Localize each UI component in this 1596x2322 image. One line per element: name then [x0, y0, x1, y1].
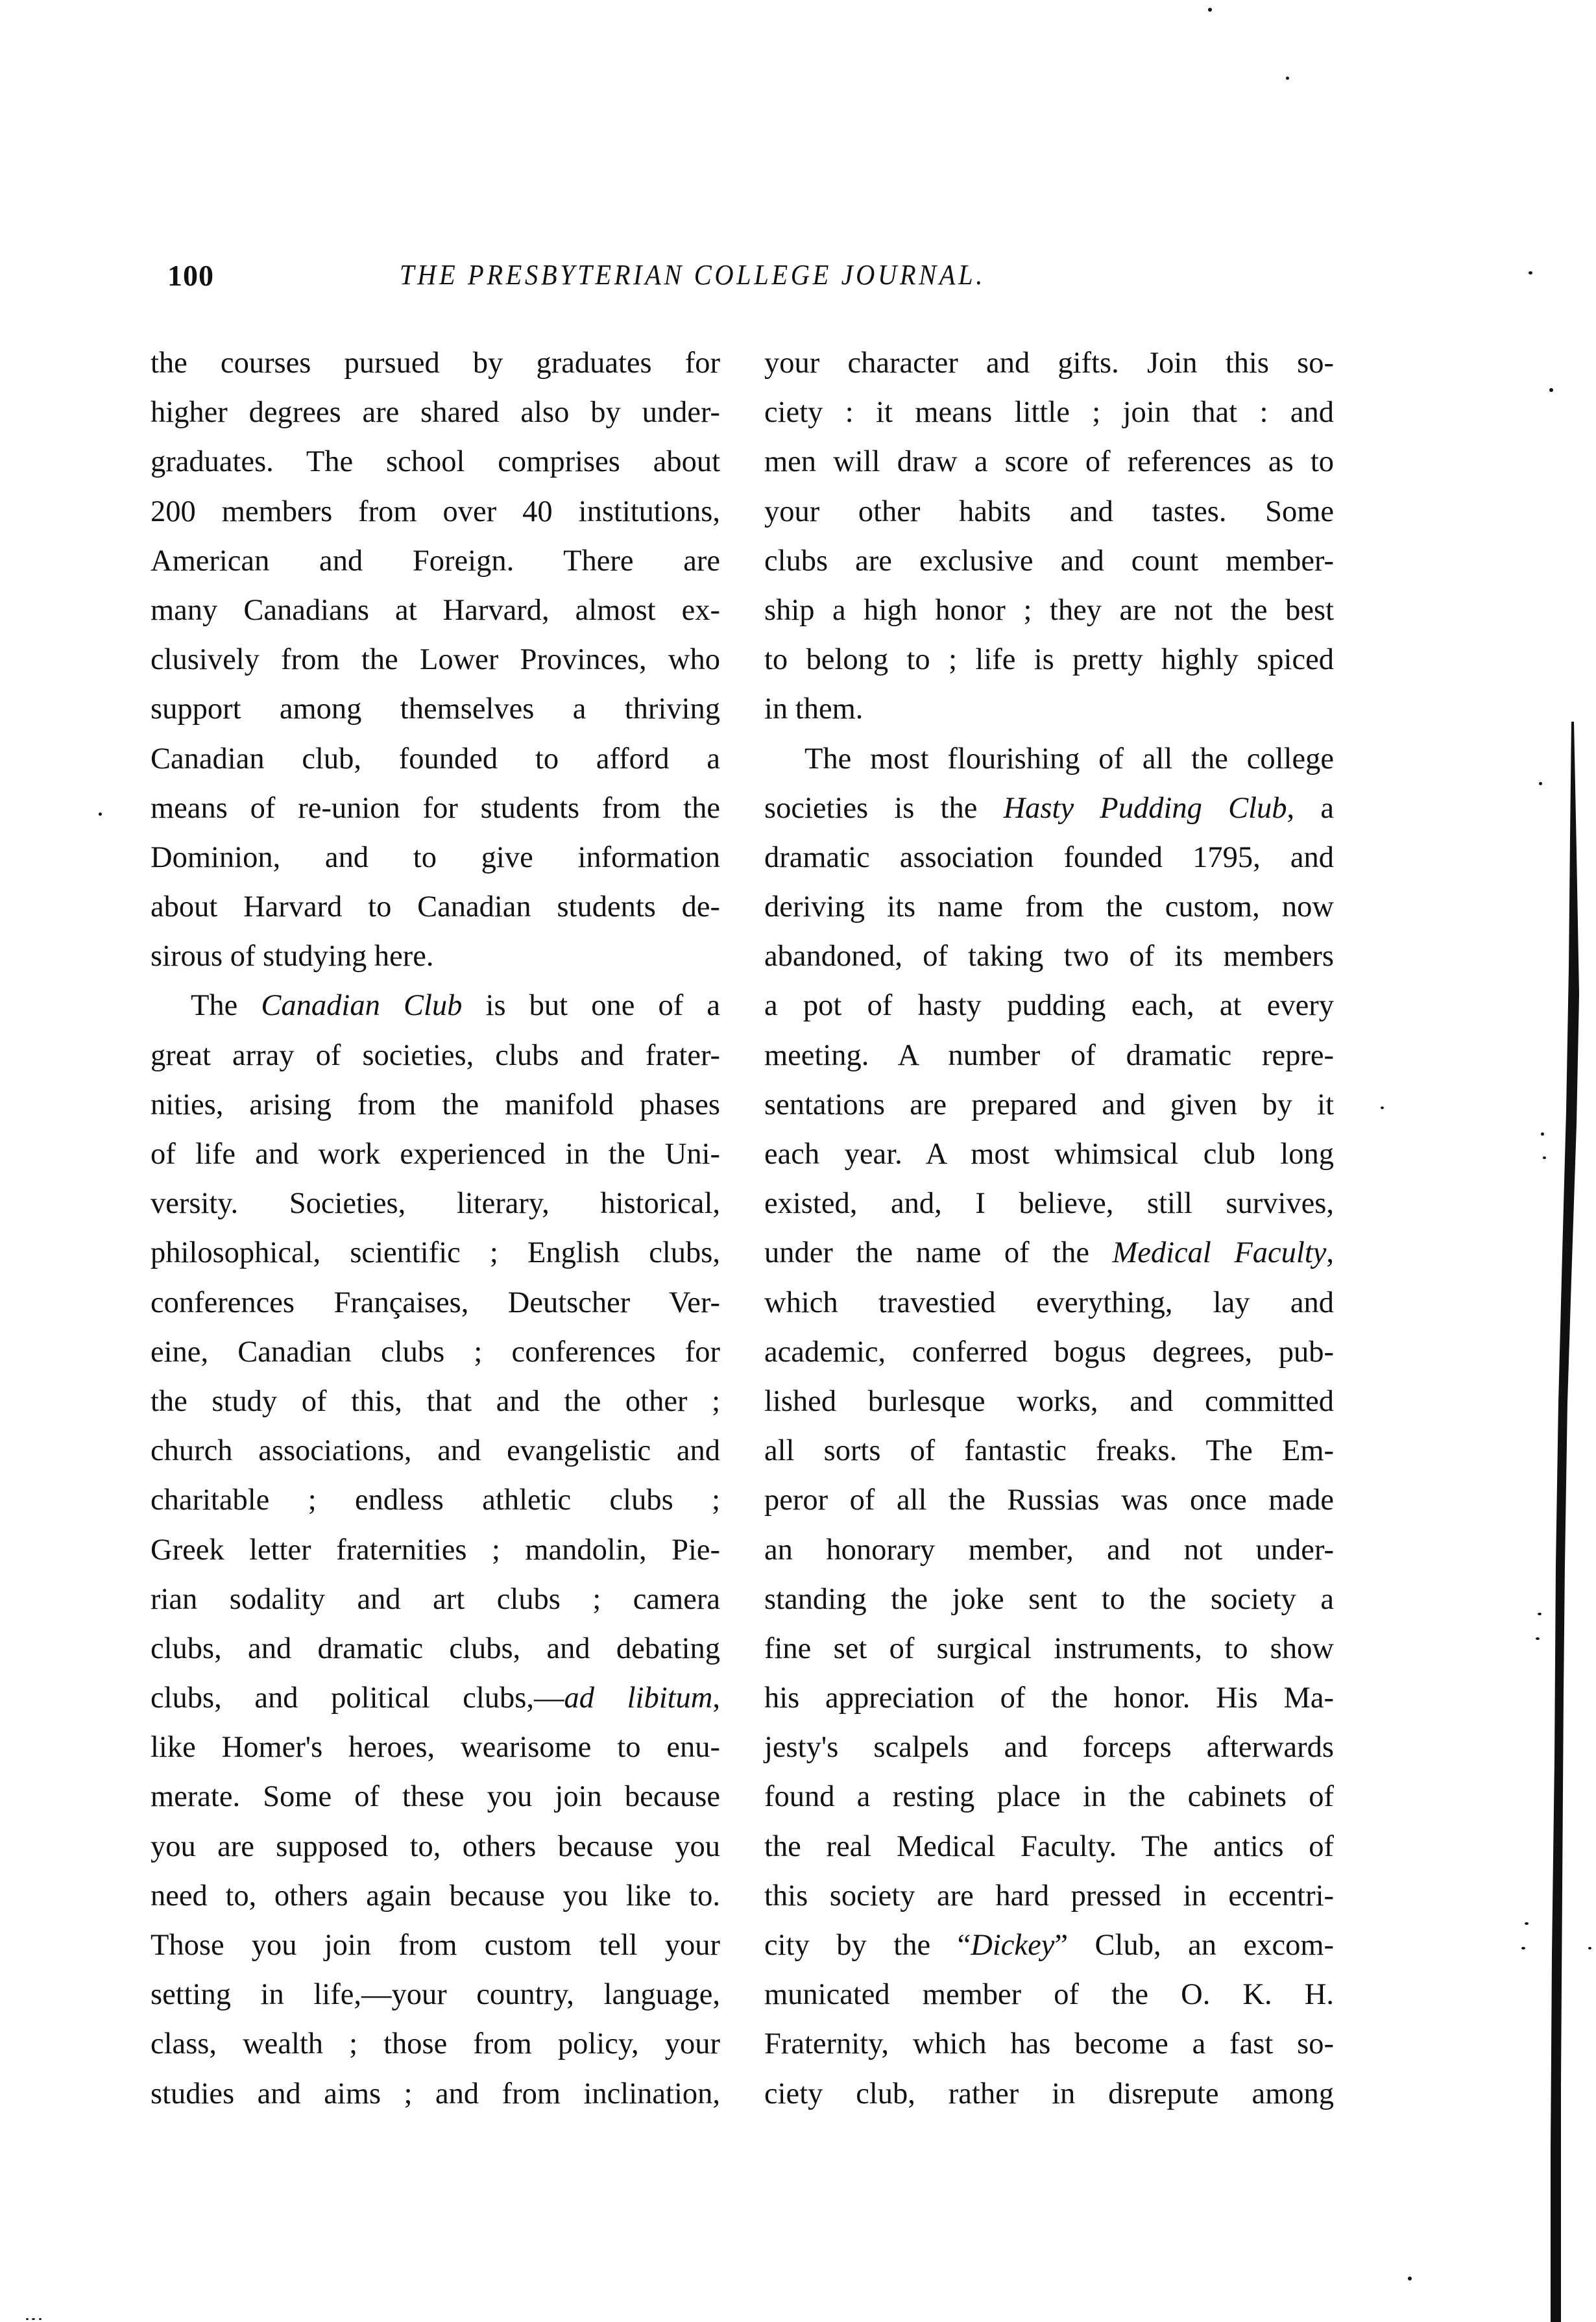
text-line: [151, 1674, 720, 1723]
text-line: [151, 1772, 720, 1822]
left-column: [151, 339, 720, 2119]
text-line: [764, 1130, 1334, 1179]
running-head: [167, 258, 1335, 297]
text-line: [151, 1723, 720, 1772]
text-line: [764, 537, 1334, 586]
scan-speck: [32, 2318, 35, 2320]
italic-title-text: Medical Faculty: [1112, 1236, 1327, 1270]
text-line: [151, 883, 720, 932]
text-segment: clubs, and political clubs,—: [151, 1681, 564, 1715]
text-line: [764, 981, 1334, 1031]
text-line: [151, 1130, 720, 1179]
text-segment: ” Club, an excom-: [1054, 1929, 1334, 1962]
text-line: [151, 2020, 720, 2069]
text-line: [151, 635, 720, 685]
text-segment: meeting. A number of dramatic repre-: [764, 1038, 1334, 1072]
text-segment: ,: [712, 1681, 720, 1715]
text-line: [764, 1328, 1334, 1377]
scan-speck: [99, 813, 102, 816]
text-segment: philosophical, scientific ; English clubs,: [151, 1236, 720, 1270]
text-line: [151, 833, 720, 883]
text-segment: merate. Some of these you join because: [151, 1780, 720, 1814]
text-line: [151, 1526, 720, 1575]
text-segment: graduates. The school comprises about: [151, 445, 720, 479]
text-segment: means of re-union for students from the: [151, 791, 720, 825]
text-line: [151, 1328, 720, 1377]
text-segment: The most flourishing of all the college: [804, 742, 1334, 776]
scan-speck: [1539, 782, 1542, 785]
text-segment: clusively from the Lower Provinces, who: [151, 643, 720, 677]
text-line: [151, 586, 720, 635]
text-line: [151, 1377, 720, 1426]
right-column: [764, 339, 1334, 2119]
text-segment: ,: [1326, 1236, 1335, 1270]
text-segment: is but one of a: [462, 989, 720, 1023]
text-line: [151, 1822, 720, 1872]
text-line: [764, 388, 1334, 437]
text-segment: dramatic association founded 1795, and: [764, 840, 1334, 874]
text-segment: of life and work experienced in the Uni-: [151, 1138, 720, 1171]
text-line: [764, 1772, 1334, 1822]
text-segment: like Homer's heroes, wearisome to enu-: [151, 1731, 720, 1765]
text-line: [764, 1228, 1334, 1278]
text-line: [151, 1872, 720, 1921]
text-line: [151, 1624, 720, 1674]
text-segment: existed, and, I believe, still survives,: [764, 1187, 1334, 1221]
text-segment: all sorts of fantastic freaks. The Em-: [764, 1434, 1334, 1468]
text-segment: versity. Societies, literary, historical,: [151, 1187, 720, 1221]
italic-title-text: Canadian Club: [261, 989, 463, 1023]
text-line: [151, 1575, 720, 1624]
text-line: [151, 685, 720, 734]
text-line: [764, 883, 1334, 932]
text-segment: rian sodality and art clubs ; camera: [151, 1582, 720, 1616]
text-line: [764, 1179, 1334, 1228]
text-segment: class, wealth ; those from policy, your: [151, 2027, 720, 2061]
text-segment: about Harvard to Canadian students de-: [151, 890, 720, 924]
text-segment: deriving its name from the custom, now: [764, 890, 1334, 924]
text-line: [151, 735, 720, 784]
text-segment: which travestied everything, lay and: [764, 1286, 1334, 1319]
text-line: [151, 1278, 720, 1328]
text-segment: the study of this, that and the other ;: [151, 1384, 720, 1418]
text-line: [151, 2070, 720, 2119]
text-line: [764, 1872, 1334, 1921]
text-segment: fine set of surgical instruments, to show: [764, 1632, 1334, 1665]
text-line: [764, 437, 1334, 487]
text-segment: ciety : it means little ; join that : and: [764, 396, 1334, 430]
text-line: [764, 339, 1334, 388]
text-segment: a pot of hasty pudding each, at every: [764, 989, 1334, 1023]
scan-speck: [1543, 1156, 1546, 1159]
text-segment: an honorary member, and not under-: [764, 1533, 1334, 1567]
text-line: [151, 1031, 720, 1081]
text-line: [151, 1476, 720, 1525]
text-segment: men will draw a score of references as to: [764, 445, 1334, 479]
text-line: [764, 635, 1334, 685]
text-line: [764, 586, 1334, 635]
text-segment: each year. A most whimsical club long: [764, 1138, 1334, 1171]
scan-speck: [1286, 77, 1289, 80]
text-segment: charitable ; endless athletic clubs ;: [151, 1484, 720, 1517]
text-segment: municated member of the O. K. H.: [764, 1978, 1334, 2012]
scan-speck: [1525, 1922, 1529, 1925]
text-line: [764, 1822, 1334, 1872]
text-segment: academic, conferred bogus degrees, pub-: [764, 1335, 1334, 1369]
text-line: [764, 1624, 1334, 1674]
text-line: [151, 437, 720, 487]
scan-speck: [1529, 271, 1532, 275]
text-segment: studies and aims ; and from inclination,: [151, 2077, 720, 2110]
text-segment: Fraternity, which has become a fast so-: [764, 2027, 1334, 2061]
text-line: [764, 1526, 1334, 1575]
scan-speck: [1208, 8, 1212, 12]
text-line: [151, 487, 720, 537]
text-segment: city by the “: [764, 1929, 971, 1962]
text-segment: support among themselves a thriving: [151, 692, 720, 726]
text-segment: clubs, and dramatic clubs, and debating: [151, 1632, 720, 1665]
text-segment: church associations, and evangelistic and: [151, 1434, 720, 1468]
binding-edge-mark: [1549, 722, 1596, 2322]
scan-speck: [39, 2318, 42, 2320]
italic-title-text: Dickey: [971, 1929, 1055, 1962]
text-line: [764, 685, 1334, 734]
text-line: [151, 784, 720, 833]
text-segment: his appreciation of the honor. His Ma-: [764, 1681, 1334, 1715]
text-segment: nities, arising from the manifold phases: [151, 1088, 720, 1121]
text-line: [151, 1426, 720, 1476]
text-line: [151, 339, 720, 388]
text-segment: conferences Françaises, Deutscher Ver-: [151, 1286, 720, 1319]
text-segment: Dominion, and to give information: [151, 840, 720, 874]
text-line: [151, 1970, 720, 2020]
text-segment: societies is the: [764, 791, 1004, 825]
text-line: [151, 1921, 720, 1970]
text-segment: setting in life,—your country, language,: [151, 1978, 720, 2012]
scan-speck: [1538, 1613, 1542, 1615]
text-segment: , a: [1287, 791, 1334, 825]
text-line: [151, 1228, 720, 1278]
text-line: [764, 1921, 1334, 1970]
text-line: [764, 1674, 1334, 1723]
scan-speck: [1588, 1947, 1591, 1949]
scan-speck: [1549, 388, 1553, 392]
text-line: [764, 1031, 1334, 1081]
text-line: [764, 735, 1334, 784]
italic-title-text: ad libitum: [564, 1681, 713, 1715]
text-line: [764, 1476, 1334, 1525]
text-segment: you are supposed to, others because you: [151, 1829, 720, 1863]
text-segment: ship a high honor ; they are not the best: [764, 593, 1334, 627]
text-segment: abandoned, of taking two of its members: [764, 940, 1334, 973]
text-line: [764, 1278, 1334, 1328]
text-segment: sentations are prepared and given by it: [764, 1088, 1334, 1121]
text-line: [764, 1970, 1334, 2020]
text-line: [764, 784, 1334, 833]
text-segment: sirous of studying here.: [151, 940, 434, 973]
text-segment: under the name of the: [764, 1236, 1113, 1270]
text-segment: eine, Canadian clubs ; conferences for: [151, 1335, 720, 1369]
journal-title: THE PRESBYTERIAN COLLEGE JOURNAL.: [400, 259, 985, 291]
text-line: [151, 932, 720, 981]
text-line: [151, 1179, 720, 1228]
text-segment: great array of societies, clubs and frater-: [151, 1038, 720, 1072]
text-segment: your other habits and tastes. Some: [764, 495, 1334, 528]
text-segment: lished burlesque works, and committed: [764, 1384, 1334, 1418]
text-line: [151, 981, 720, 1031]
text-segment: Those you join from custom tell your: [151, 1929, 720, 1962]
text-line: [764, 932, 1334, 981]
text-segment: jesty's scalpels and forceps afterwards: [764, 1731, 1334, 1765]
text-segment: Greek letter fraternities ; mandolin, Pie-: [151, 1533, 720, 1567]
text-segment: higher degrees are shared also by under-: [151, 396, 720, 430]
text-line: [151, 537, 720, 586]
page-number: 100: [167, 259, 214, 292]
text-segment: found a resting place in the cabinets of: [764, 1780, 1334, 1814]
text-line: [151, 1081, 720, 1130]
text-segment: in them.: [764, 692, 864, 726]
text-line: [764, 2020, 1334, 2069]
text-segment: American and Foreign. There are: [151, 544, 720, 578]
scan-speck: [1408, 2277, 1412, 2280]
text-segment: clubs are exclusive and count member-: [764, 544, 1334, 578]
scan-speck: [1541, 1132, 1544, 1136]
text-segment: peror of all the Russias was once made: [764, 1484, 1334, 1517]
text-line: [764, 1377, 1334, 1426]
text-line: [764, 1575, 1334, 1624]
text-segment: to belong to ; life is pretty highly spiced: [764, 643, 1334, 677]
text-line: [764, 487, 1334, 537]
text-line: [764, 1081, 1334, 1130]
text-segment: standing the joke sent to the society a: [764, 1582, 1334, 1616]
text-line: [151, 388, 720, 437]
text-segment: this society are hard pressed in eccentri-: [764, 1879, 1334, 1913]
text-segment: many Canadians at Harvard, almost ex-: [151, 593, 720, 627]
text-segment: need to, others again because you like to.: [151, 1879, 720, 1913]
scan-speck: [1521, 1947, 1525, 1949]
text-line: [764, 2070, 1334, 2119]
text-segment: the real Medical Faculty. The antics of: [764, 1829, 1334, 1863]
text-line: [764, 1723, 1334, 1772]
text-segment: the courses pursued by graduates for: [151, 347, 720, 380]
text-segment: The: [191, 989, 261, 1023]
text-line: [764, 833, 1334, 883]
italic-title-text: Hasty Pudding Club: [1003, 791, 1287, 825]
scan-speck: [1536, 1637, 1540, 1640]
scan-speck: [26, 2318, 29, 2320]
text-segment: your character and gifts. Join this so-: [764, 347, 1334, 380]
text-segment: 200 members from over 40 institutions,: [151, 495, 720, 528]
text-segment: Canadian club, founded to afford a: [151, 742, 720, 776]
scan-speck: [1381, 1106, 1384, 1109]
text-line: [764, 1426, 1334, 1476]
text-segment: ciety club, rather in disrepute among: [764, 2077, 1334, 2110]
